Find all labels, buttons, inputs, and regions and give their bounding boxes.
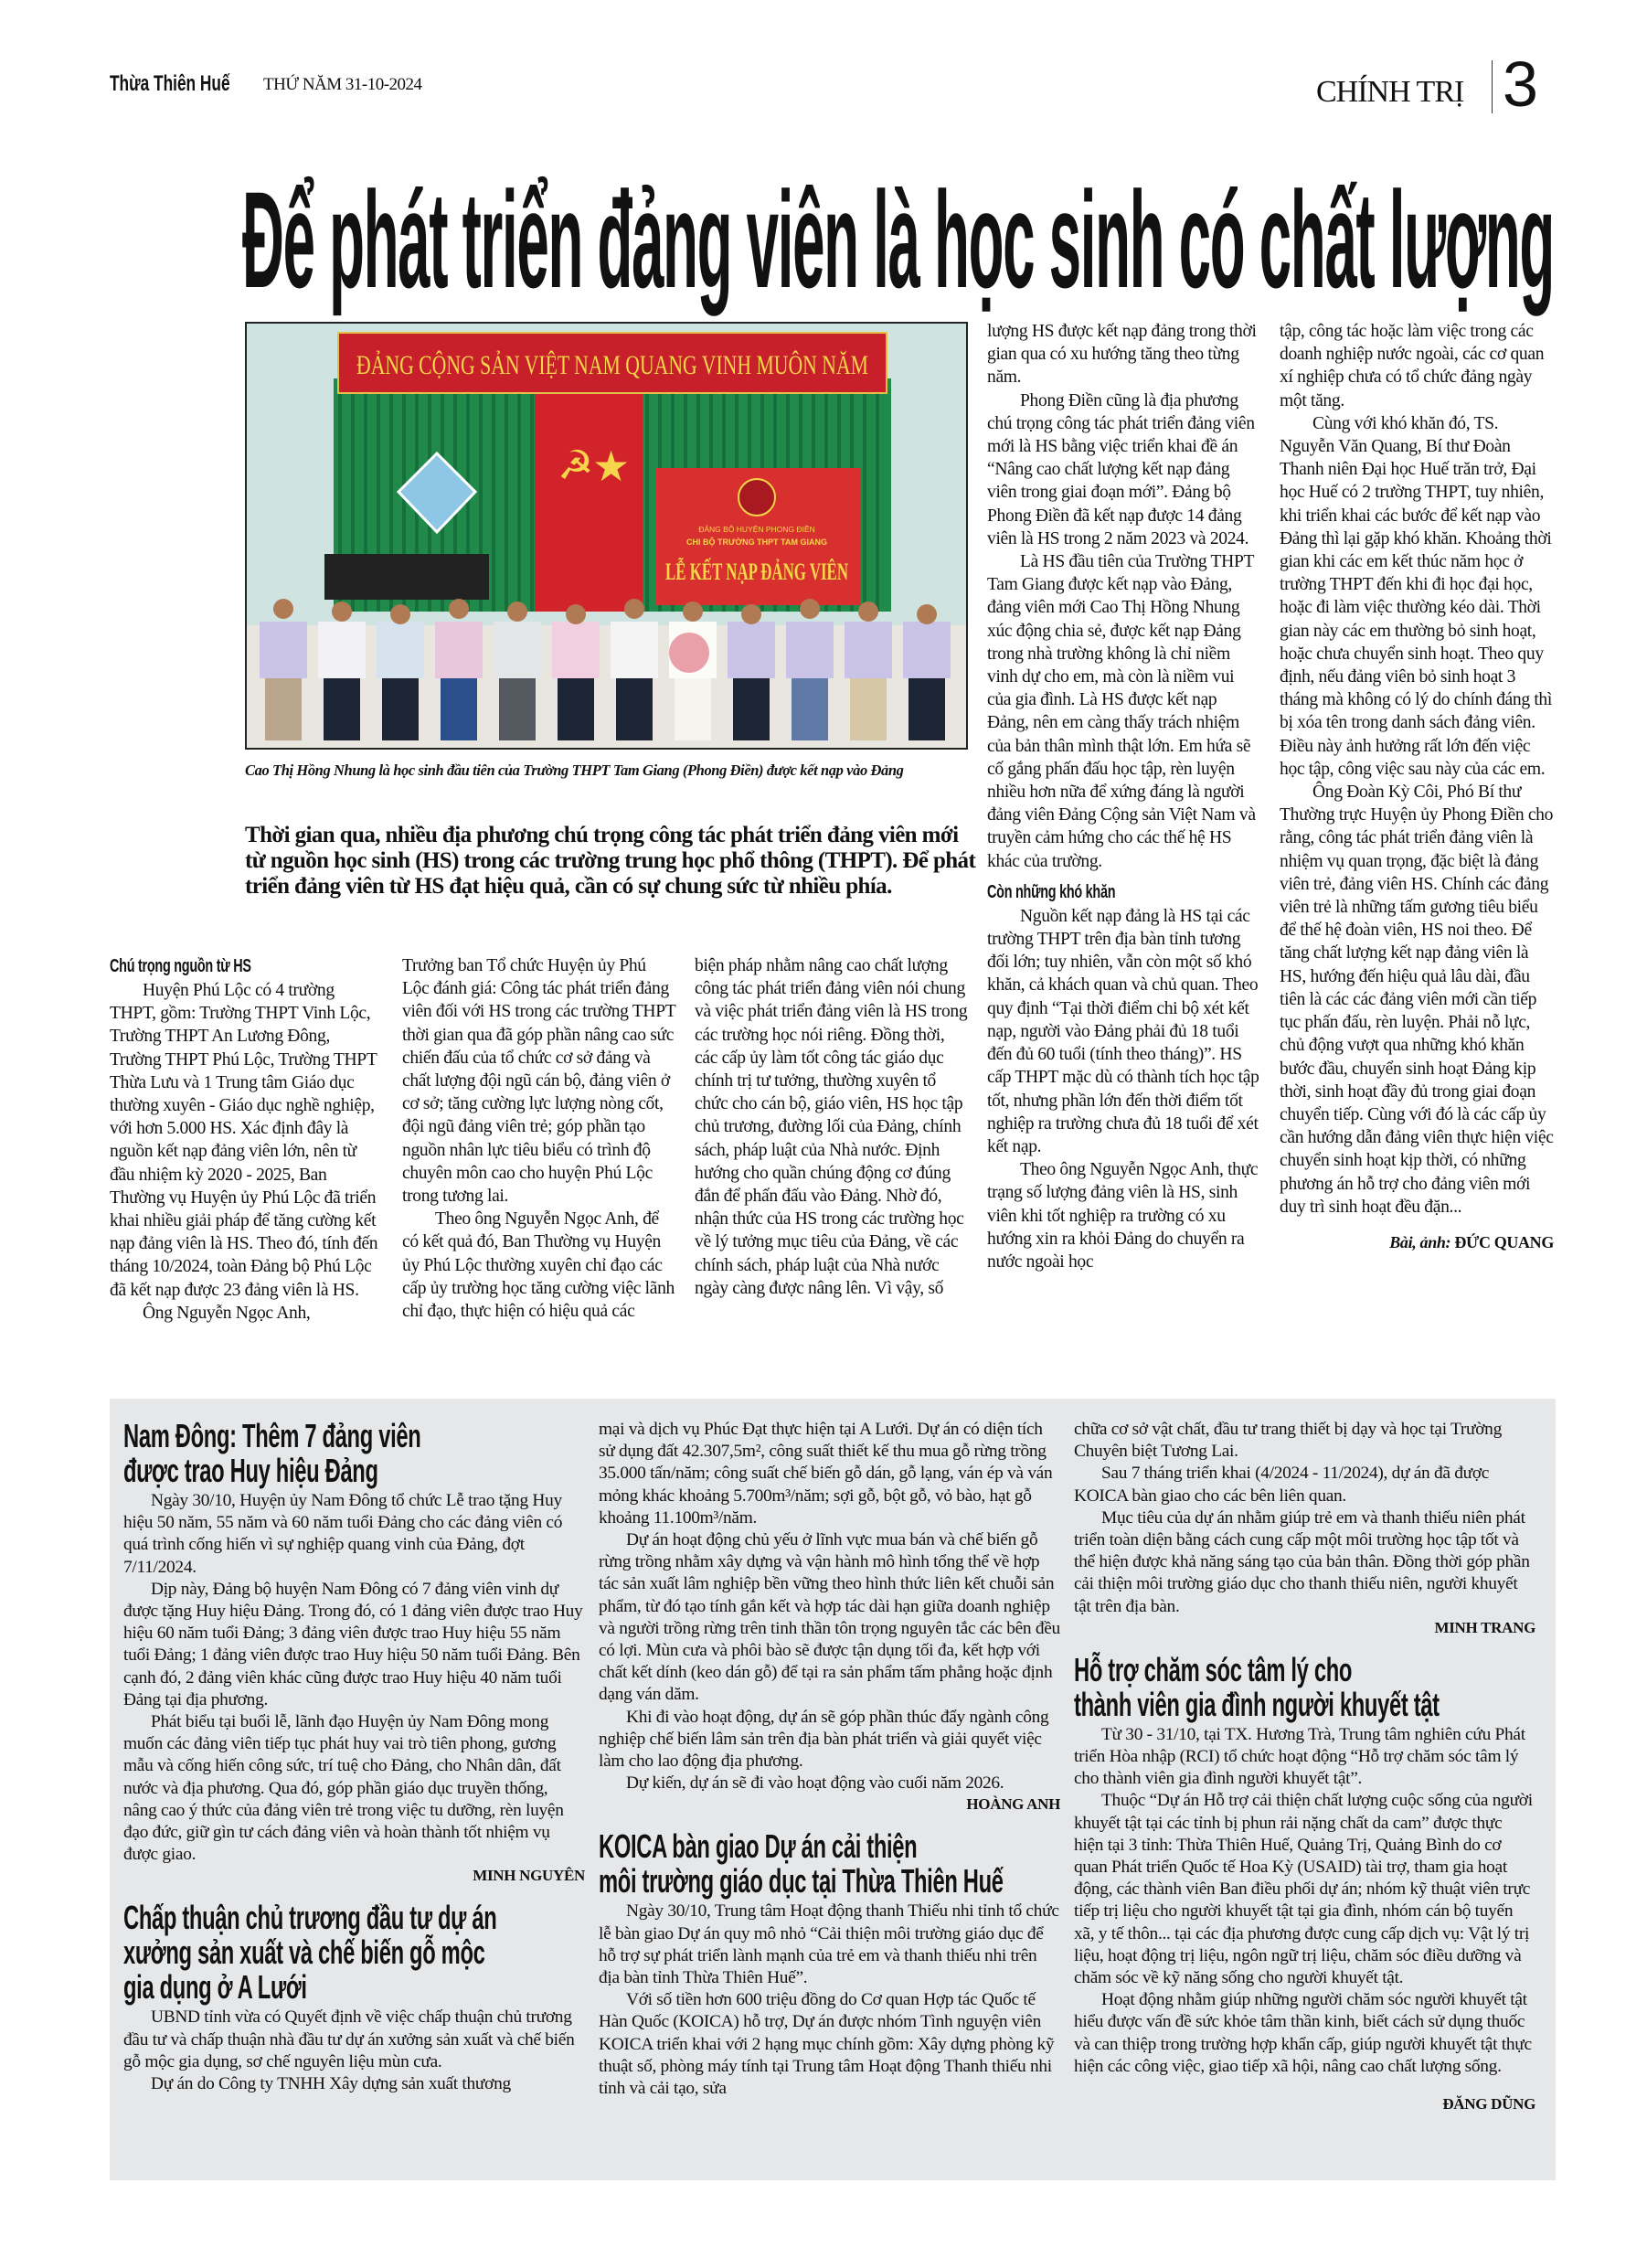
person-figure [318, 602, 366, 740]
photo-banner-text: ĐẢNG CỘNG SẢN VIỆT NAM QUANG VINH MUÔN NĂM [356, 350, 868, 380]
paragraph: Thuộc “Dự án Hỗ trợ cải thiện chất lượng cuộc sống của người khuyết tật tại các tỉnh bị phun rải nặng chất da cam” được thực hiện tại 3 tỉnh: Thừa Thiên Huế, Quảng Trị, Quảng Bình do cơ quan Phát triển Quốc tế Hoa Kỳ (USAID) tài trợ, tham gia hoạt động, các thành viên Ban điều phối dự án; nhóm kỹ thuật viên trực tiếp trị liệu cho người khuyết tật tại gia đình, nhóm cán bộ tuyến xã, y tế thôn... tại các địa phương được cung cấp dịch vụ: Vật lý trị liệu, hoạt động trị liệu, ngôn ngữ trị liệu, chăm sóc điều dưỡng và chăm sóc về kỹ năng sống cho người khuyết tật. [1074, 1791, 1533, 1988]
person-figure [494, 602, 541, 740]
curtain-fold [863, 378, 866, 612]
paragraph: Dự kiến, dự án sẽ đi vào hoạt động vào cuối năm 2026. [626, 1773, 1004, 1794]
article-photo [245, 322, 968, 750]
paragraph: Ngày 30/10, Trung tâm Hoạt động thanh Thiếu nhi tỉnh tổ chức lễ bàn giao Dự án quy mô nhỏ “Cải thiện môi trường giáo dục để hỗ trợ sự phát triển lành mạnh của trẻ em và thanh thiếu nhi trên địa bàn tỉnh Thừa Thiên Huế”. [599, 1901, 1059, 1988]
paragraph: tập, công tác hoặc làm việc trong các doanh nghiệp nước ngoài, các cơ quan xí nghiệp chưa có tổ chức đảng ngày một tăng. [1280, 322, 1545, 410]
paragraph: Theo ông Nguyễn Ngọc Anh, để có kết quả đó, Ban Thường vụ Huyện ủy Phú Lộc thường xuyên chỉ đạo các cấp ủy trường học tăng cường việc lãnh chỉ đạo, thực hiện có hiệu quả các [402, 1209, 675, 1322]
paragraph: lượng HS được kết nạp đảng trong thời gian qua có xu hướng tăng theo từng năm. [987, 322, 1257, 388]
person-figure [377, 604, 424, 740]
briefs-column-3 [1074, 1419, 1535, 2114]
poster-title: LỄ KẾT NẠP ĐẢNG VIÊN [665, 559, 849, 585]
curtain-fold [492, 378, 495, 612]
paragraph: Cùng với khó khăn đó, TS. Nguyễn Văn Quang, Bí thư Đoàn Thanh niên Đại học Huế trăn trở, Đại học Huế có 2 trường THPT, tuy nhiên, khi triển khai các bước để kết nạp vào Đảng thì lại gặp khó khăn. Khoảng thời gian khi các em kết thúc năm học ở trường THPT đến khi đi học đại học, hoặc đi làm việc thường kéo dài. Thời gian này các em thường bỏ sinh hoạt, hoặc chưa chuyển sinh hoạt. Theo quy định, nếu đảng viên bỏ sinh hoạt 3 tháng mà không có lý do chính đáng thì bị xóa tên trong danh sách đảng viên. Điều này ảnh hưởng rất lớn đến việc học tập, công việc sau này của các em. [1280, 413, 1552, 779]
article-column-2 [402, 954, 676, 1323]
poster-line-2: CHI BỘ TRƯỜNG THPT TAM GIANG [686, 538, 827, 547]
briefs-column-2 [599, 1419, 1060, 2100]
paragraph: Trưởng ban Tổ chức Huyện ủy Phú Lộc đánh giá: Công tác phát triển đảng viên đối với HS trong các trường THPT thời gian qua đã góp phần nâng cao sức chiến đấu của tổ chức cơ sở đảng và chất lượng đội ngũ cán bộ, đảng viên ở cơ sở; tăng cường lực lượng nòng cốt, đội ngũ đảng viên trẻ; góp phần tạo nguồn nhân lực tiêu biểu có trình độ chuyên môn cao cho huyện Phú Lộc trong tương lai. [402, 956, 676, 1207]
article-headline: Để phát triển đảng viên là học sinh có chất lượng [242, 163, 1554, 316]
brief-headline: Hỗ trợ chăm sóc tâm lý cho thành viên gia đình người khuyết tật [1074, 1650, 1440, 1723]
photo-caption: Cao Thị Hồng Nhung là học sinh đầu tiên của Trường THPT Tam Giang (Phong Điền) được kết nạp vào Đảng [245, 761, 904, 779]
paragraph: Ông Đoàn Kỳ Côi, Phó Bí thư Thường trực Huyện ủy Phong Điền cho rằng, công tác phát triển đảng viên là nhiệm vụ quan trọng, đặc biệt là đảng viên trẻ, đảng viên HS. Chính các đảng viên trẻ là những tấm gương tiêu biểu để thế hệ đoàn viên, HS noi theo. Để tăng chất lượng kết nạp đảng viên là HS, hướng đến hiệu quả lâu dài, đầu tiên là các các đảng viên mới cần tiếp tục phấn đấu, rèn luyện. Phải nỗ lực, chủ động vượt qua những khó khăn bước đầu, chuyển sinh hoạt Đảng kịp thời, sinh hoạt đầy đủ trong giai đoạn chuyển tiếp. Cùng với đó là các cấp ủy cần hướng dẫn đảng viên thực hiện việc chuyển sinh hoạt kịp thời, có những phương án hỗ trợ cho đảng viên mới duy trì sinh hoạt đều đặn... [1280, 783, 1554, 1217]
newspaper-name: Thừa Thiên Huế [110, 71, 230, 96]
paragraph: Hoạt động nhằm giúp những người chăm sóc người khuyết tật hiểu được vấn đề sức khỏe tâm thần kinh, biết cách sử dụng thuốc và can thiệp trong trường hợp khẩn cấp, giúp người khuyết tật thực hiện các công việc, giao tiếp xã hội, nâng cao chất lượng sống. [1074, 1990, 1532, 2076]
person-figure [728, 604, 775, 740]
brief-headline: Chấp thuận chủ trương đầu tư dự án xưởng sản xuất và chế biến gỗ mộc gia dụng ở A Lưới [123, 1899, 497, 2007]
paragraph: Nguồn kết nạp đảng là HS tại các trường THPT trên địa bàn tỉnh tương đối lớn; tuy nhiên, vẫn còn một số khó khăn, cả khách quan và chủ quan. Theo quy định “Tại thời điểm chi bộ xét kết nạp, người vào Đảng phải đủ 18 tuổi đến đủ 60 tuổi (tính theo tháng)”. HS cấp THPT mặc dù có thành tích học tập tốt, nhưng phần lớn đến thời điểm tốt nghiệp ra trường chưa đủ 18 tuổi để xét kết nạp. [987, 906, 1259, 1156]
person-figure [845, 602, 892, 740]
brief-headline: Nam Đông: Thêm 7 đảng viên được trao Huy hiệu Đảng [123, 1417, 421, 1489]
paragraph: Theo ông Nguyễn Ngọc Anh, thực trạng số lượng đảng viên là HS, sinh viên khi tốt nghiệp ra trường có xu hướng xin ra khỏi Đảng do chuyển ra nước ngoài học [987, 1160, 1259, 1272]
subheading: Chú trọng nguồn từ HS [110, 956, 251, 976]
paragraph: Dự án hoạt động chủ yếu ở lĩnh vực mua bán và chế biến gỗ rừng trồng nhằm xây dựng và vận hành mô hình tổng thể về hợp tác sản xuất lâm nghiệp bền vững theo hình thức liên kết chuỗi sản phẩm, từ đó tạo tính gắn kết và hợp tác dài hạn giữa doanh nghiệp và người trồng rừng trên tinh thần tôn trọng nguyên tắc các bên đều có lợi. Mùn cưa và phôi bào sẽ được tận dụng tối đa, kết hợp với chất kết dính (keo dán gỗ) để tại ra sản phẩm tấm phẳng hoặc định dạng ván dăm. [599, 1530, 1060, 1705]
paragraph: Khi đi vào hoạt động, dự án sẽ góp phần thúc đẩy ngành công nghiệp chế biến lâm sản trên địa bàn phát triển và giải quyết việc làm cho lao động địa phương. [599, 1707, 1049, 1772]
curtain-fold [517, 378, 521, 612]
curtain-fold [645, 378, 649, 612]
byline-author: ĐỨC QUANG [1454, 1232, 1554, 1251]
paragraph: Dịp này, Đảng bộ huyện Nam Đông có 7 đảng viên vinh dự được tặng Huy hiệu Đảng. Trong đó, có 1 đảng viên được trao Huy hiệu 60 năm tuổi Đảng; 3 đảng viên được trao Huy hiệu 55 năm tuổi Đảng; 1 đảng viên được trao Huy hiệu 50 năm tuổi Đảng. Bên cạnh đó, 2 đảng viên khác cũng được trao Huy hiệu 40 năm tuổi Đảng tại địa phương. [123, 1579, 583, 1709]
person-figure [903, 604, 951, 740]
paragraph: Ngày 30/10, Huyện ủy Nam Đông tổ chức Lễ trao tặng Huy hiệu 50 năm, 55 năm và 60 năm tuổi Đảng cho các đảng viên có quá trình cống hiến vì sự nghiệp quang vinh của Đảng, đợt 7/11/2024. [123, 1491, 563, 1577]
issue-date: THỨ NĂM 31-10-2024 [263, 75, 422, 94]
star-icon: ★ [592, 442, 631, 491]
paragraph: Huyện Phú Lộc có 4 trường THPT, gồm: Trường THPT Vinh Lộc, Trường THPT An Lương Đông, Trường THPT Phú Lộc, Trường THPT Thừa Lưu và 1 Trung tâm Giáo dục thường xuyên - Giáo dục nghề nghiệp, với hơn 5.000 HS. Xác định đây là nguồn kết nạp đảng viên lớn, nên từ đầu nhiệm kỳ 2020 - 2025, Ban Thường vụ Huyện ủy Phú Lộc đã triển khai nhiều giải pháp để tăng cường kết nạp đảng viên là HS. Theo đó, tính đến tháng 10/2024, toàn Đảng bộ Phú Lộc đã kết nạp được 23 đảng viên là HS. [110, 981, 378, 1300]
person-figure [552, 604, 600, 740]
article-column-5 [1280, 320, 1554, 1254]
paragraph: Phát biểu tại buổi lễ, lãnh đạo Huyện ủy Nam Đông mong muốn các đảng viên tiếp tục phát huy vai trò tiên phong, gương mẫu và cống hiến công sức, trí tuệ cho Đảng, cho Nhân dân, đất nước và địa phương. Qua đó, góp phần giáo dục truyền thống, nâng cao ý thức của đảng viên trẻ trong việc tu dưỡng, rèn luyện đạo đức, giữ gìn tư cách đảng viên và hoàn thành tốt nhiệm vụ được giao. [123, 1712, 564, 1865]
article-column-1 [110, 954, 384, 1325]
paragraph: Ông Nguyễn Ngọc Anh, [143, 1303, 311, 1323]
paragraph: Dự án do Công ty TNHH Xây dựng sản xuất thương [151, 2074, 511, 2094]
hammer-sickle-icon: ☭ [558, 442, 594, 489]
paragraph: chữa cơ sở vật chất, đầu tư trang thiết bị dạy và học tại Trường Chuyên biệt Tương Lai. [1074, 1420, 1502, 1462]
paragraph: UBND tỉnh vừa có Quyết định về việc chấp thuận chủ trương đầu tư và chấp thuận nhà đầu tư dự án xưởng sản xuất và chế biến gỗ mộc gia dụng, sơ chế nguyên liệu mùn cưa. [123, 2007, 575, 2071]
flower-bouquet [669, 633, 709, 673]
subheading: Còn những khó khăn [987, 881, 1116, 902]
article-column-3 [695, 954, 969, 1300]
briefs-column-1 [123, 1419, 585, 2095]
poster-line-1: ĐẢNG BỘ HUYỆN PHONG ĐIỀN [698, 525, 815, 534]
header-divider [1492, 60, 1493, 113]
paragraph: Với số tiền hơn 600 triệu đồng do Cơ quan Hợp tác Quốc tế Hàn Quốc (KOICA) hỗ trợ, Dự án được nhóm Tình nguyện viên KOICA triển khai với 2 hạng mục chính gồm: Xây dựng phòng kỹ thuật số, phòng máy tính tại Trung tâm Hoạt động Thanh thiếu nhi tỉnh và cải tạo, sửa [599, 1990, 1055, 2099]
photo-illustration [247, 324, 966, 748]
article-lede: Thời gian qua, nhiều địa phương chú trọng công tác phát triển đảng viên mới từ nguồn học sinh (HS) trong các trường trung học phổ thông (THPT). Để phát triển đảng viên từ HS đạt hiệu quả, cần có sự chung sức từ nhiều phía. [245, 823, 976, 899]
page-number: 3 [1503, 48, 1538, 120]
headline-container [242, 165, 1554, 315]
curtain-fold [505, 378, 508, 612]
section-name: CHÍNH TRỊ [1316, 75, 1464, 109]
brief-headline: KOICA bàn giao Dự án cải thiện môi trường giáo dục tại Thừa Thiên Huế [599, 1827, 1004, 1901]
brief-author: HOÀNG ANH [966, 1795, 1060, 1814]
byline-label: Bài, ảnh: [1389, 1232, 1451, 1251]
person-figure [669, 602, 717, 740]
article-column-4 [987, 320, 1261, 1273]
paragraph: Sau 7 tháng triển khai (4/2024 - 11/2024), dự án đã được KOICA bàn giao cho các bên liên quan. [1074, 1464, 1490, 1506]
brief-author: MINH NGUYÊN [473, 1867, 585, 1885]
paragraph: Từ 30 - 31/10, tại TX. Hương Trà, Trung tâm nghiên cứu Phát triển Hòa nhập (RCI) tổ chức hoạt động “Hỗ trợ chăm sóc tâm lý cho thành viên gia đình người khuyết tật”. [1074, 1724, 1525, 1789]
curtain-fold [876, 378, 879, 612]
paragraph: biện pháp nhằm nâng cao chất lượng công tác phát triển đảng viên nói chung và việc phát triển đảng viên là HS trong các trường học nói riêng. Đồng thời, các cấp ủy làm tốt công tác giáo dục chính trị tư tưởng, thường xuyên tổ chức cho cán bộ, giáo viên, HS học tập chủ trương, đường lối của Đảng, chính sách, pháp luật của Nhà nước. Định hướng cho quần chúng động cơ đúng đắn để phấn đấu vào Đảng. Nhờ đó, nhận thức của HS trong các trường học về lý tưởng mục tiêu của Đảng, về các chính sách, pháp luật của Nhà nước ngày càng được nâng lên. Vì vậy, số [695, 956, 968, 1298]
paragraph: Là HS đầu tiên của Trường THPT Tam Giang được kết nạp vào Đảng, đảng viên mới Cao Thị Hồng Nhung xúc động chia sẻ, được kết nạp Đảng trong nhà trường không là chỉ niềm vinh dự cho em, mà còn là niềm vui của gia đình. Là HS được kết nạp Đảng, nên em càng thấy trách nhiệm của bản thân mình thật lớn. Em hứa sẽ cố gắng phấn đấu học tập, rèn luyện nhiều hơn nữa để xứng đáng là người đảng viên Đảng Cộng sản Việt Nam và truyền cảm hứng cho các thế hệ HS khác của trường. [987, 552, 1256, 871]
curtain-fold [530, 378, 534, 612]
article-byline [1280, 1231, 1554, 1254]
paragraph: mại và dịch vụ Phúc Đạt thực hiện tại A Lưới. Dự án có diện tích sử dụng đất 42.307,5m², công suất thiết kế thu mua gỗ rừng trồng 35.000 tấn/năm; công suất chế biến gỗ dán, gỗ lạng, ván ép và ván mỏng khác khoảng 5.700m³/năm; sợi gỗ, bột gỗ, vỏ bào, hạt gỗ khoảng 11.100m³/năm. [599, 1420, 1053, 1528]
brief-author: MINH TRANG [1434, 1618, 1535, 1636]
paragraph: Mục tiêu của dự án nhằm giúp trẻ em và thanh thiếu niên phát triển toàn diện bằng cách cung cấp một môi trường học tập tốt và thể hiện được khả năng sáng tạo của bản thân. Đồng thời góp phần cải thiện môi trường giáo dục cho thanh thiếu niên, người khuyết tật trên địa bàn. [1074, 1507, 1530, 1616]
brief-author: ĐĂNG DŨNG [1442, 2095, 1535, 2114]
paragraph: Phong Điền cũng là địa phương chú trọng công tác phát triển đảng viên mới là HS bằng việc triển khai đề án “Nâng cao chất lượng kết nạp đảng viên trong giai đoạn mới”. Đảng bộ Phong Điền đã kết nạp được 14 đảng viên là HS trong 2 năm 2023 và 2024. [987, 390, 1255, 548]
